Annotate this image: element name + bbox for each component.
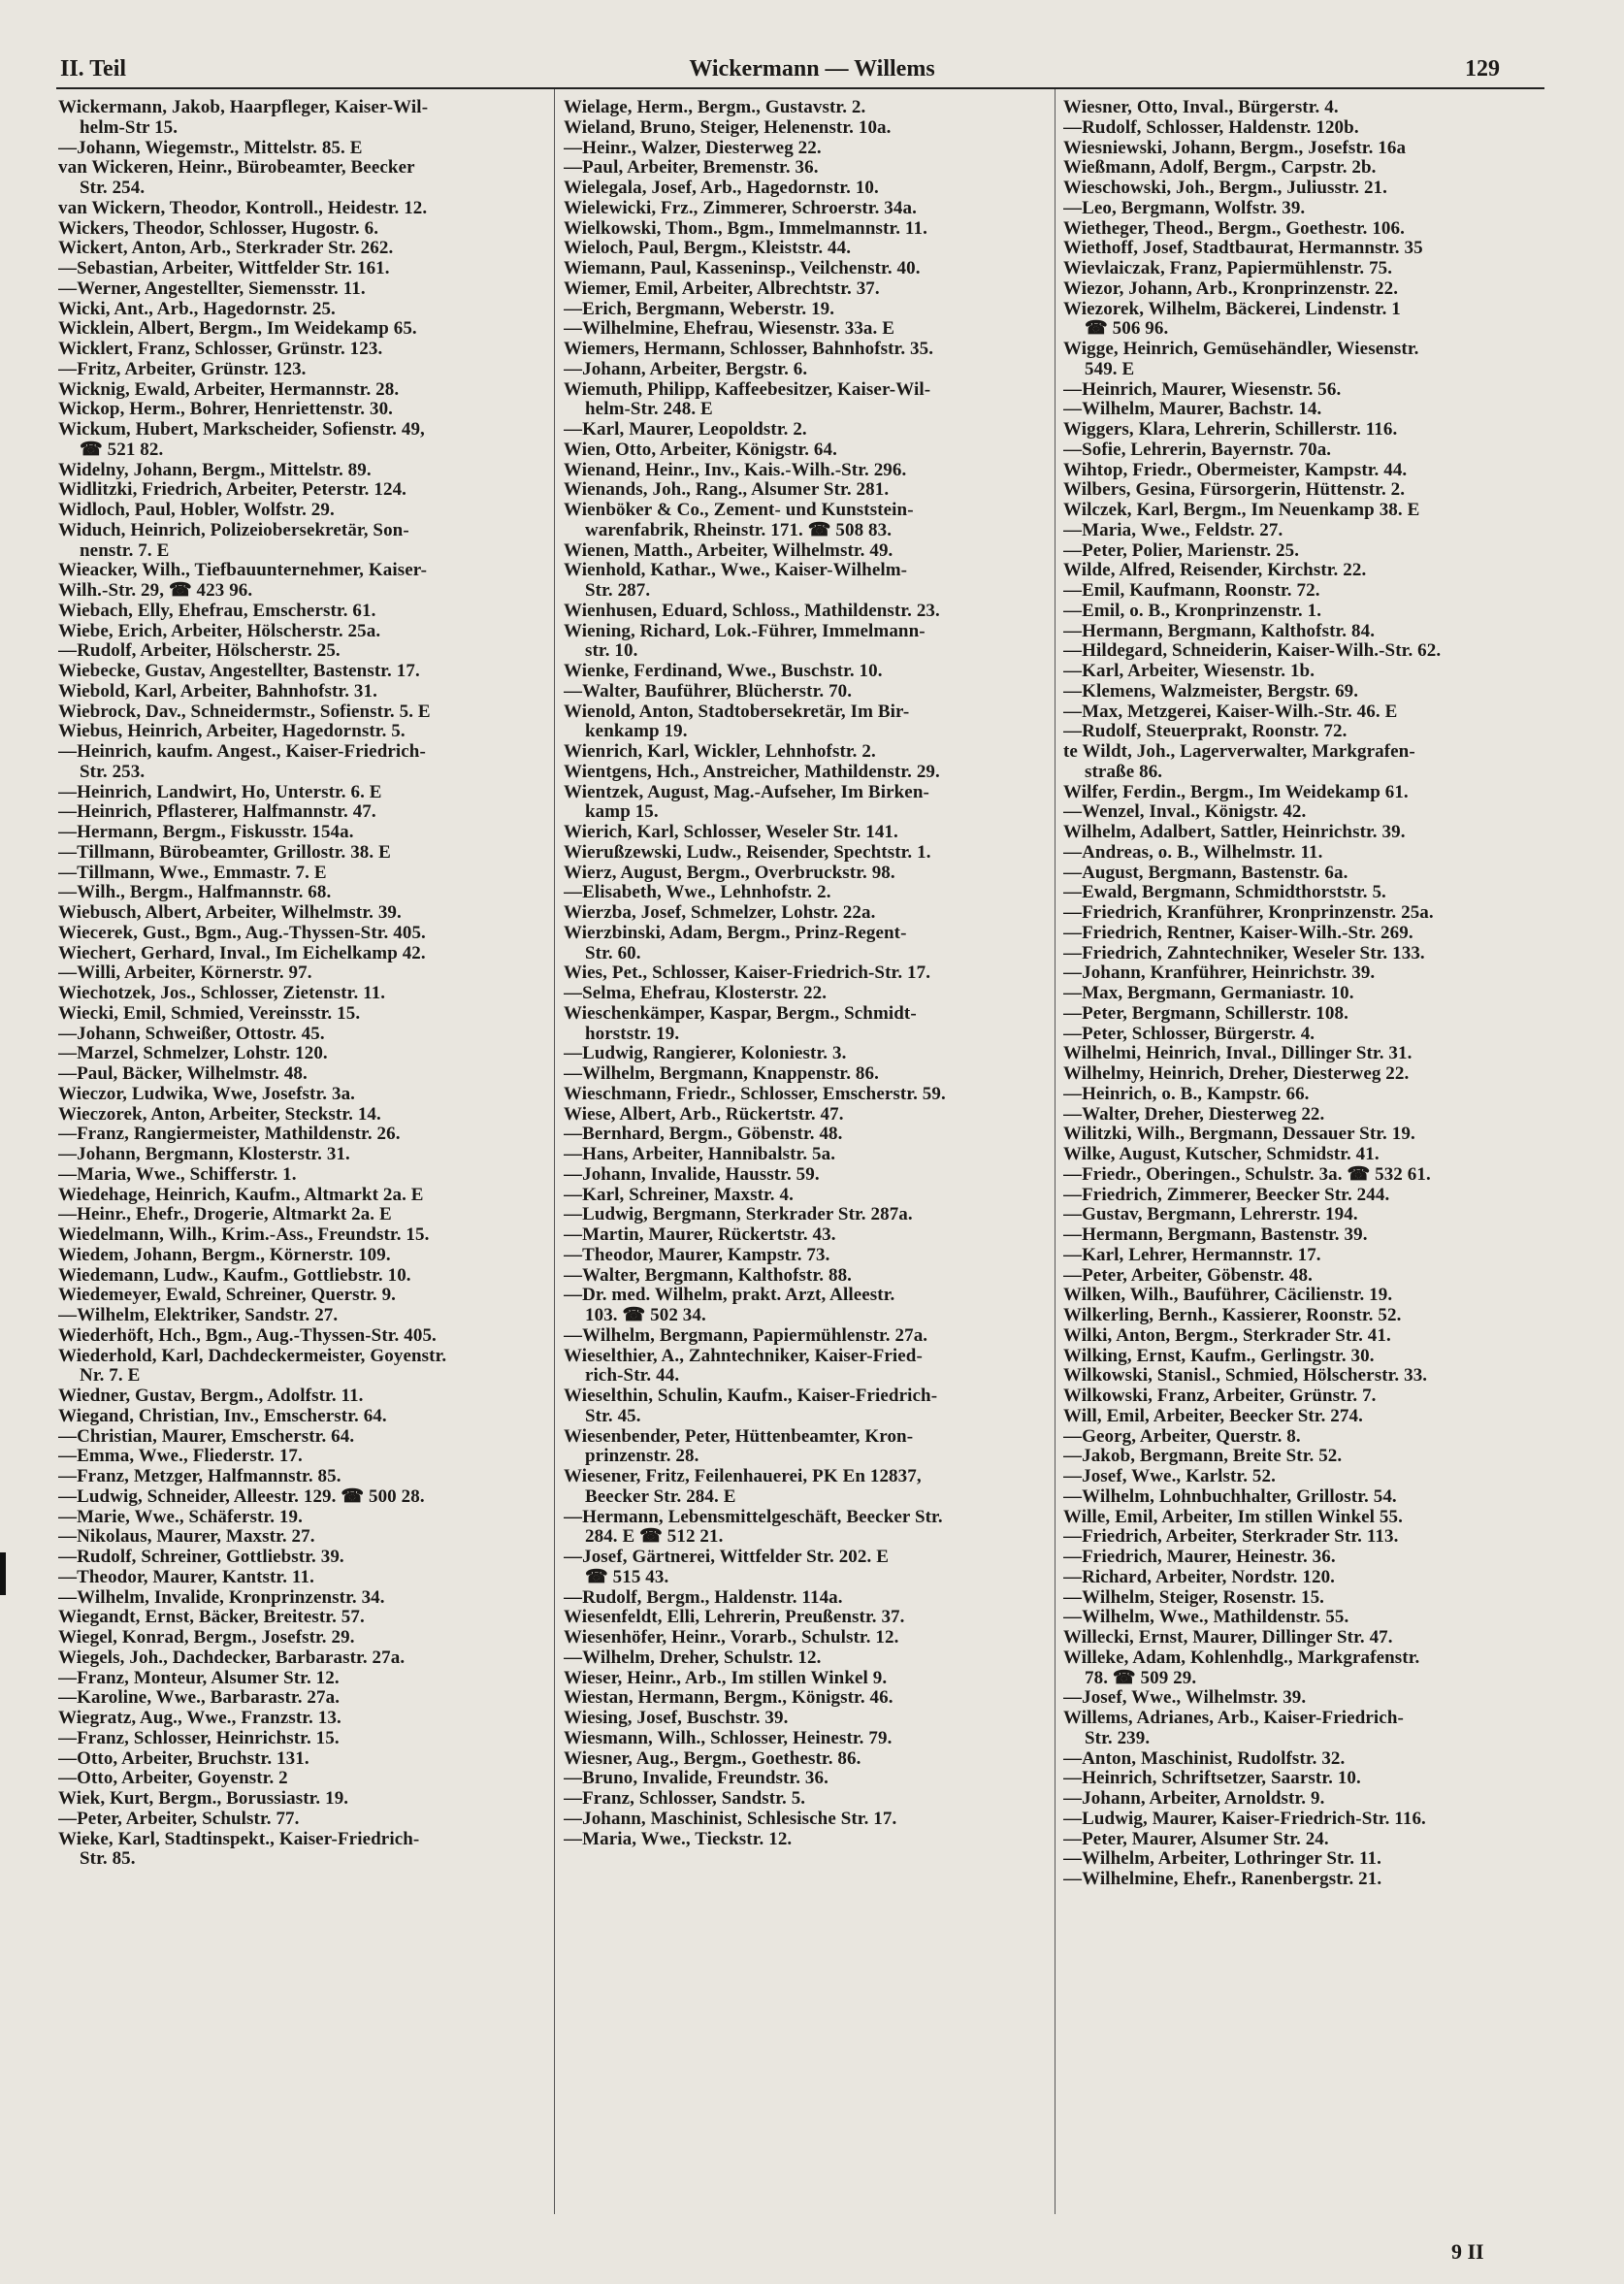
directory-entry: Wiedem, Johann, Bergm., Körnerstr. 109.	[58, 1245, 391, 1265]
directory-entry: Wierußzewski, Ludw., Reisender, Spechtstr. 1.	[564, 842, 931, 863]
directory-entry: Wienhusen, Eduard, Schloss., Mathildenstr. 23.	[564, 601, 940, 621]
directory-entry: —Martin, Maurer, Rückertstr. 43.	[564, 1225, 836, 1245]
directory-entry: —Peter, Polier, Marienstr. 25.	[1063, 540, 1300, 561]
directory-entry: —Hans, Arbeiter, Hannibalstr. 5a.	[564, 1145, 836, 1164]
directory-entry: Wiegratz, Aug., Wwe., Franzstr. 13.	[58, 1709, 341, 1728]
directory-entry: Wiesner, Otto, Inval., Bürgerstr. 4.	[1063, 98, 1339, 117]
directory-entry: —Ludwig, Schneider, Alleestr. 129. ☎ 500 28.	[58, 1486, 425, 1507]
directory-entry: Wieser, Heinr., Arb., Im stillen Winkel 9.	[564, 1668, 888, 1688]
directory-entry-continuation: helm-Str. 248. E	[585, 400, 713, 420]
directory-entry: —Richard, Arbeiter, Nordstr. 120.	[1063, 1567, 1336, 1587]
directory-entry: —Franz, Schlosser, Sandstr. 5.	[564, 1789, 806, 1809]
directory-entry: Wiedemeyer, Ewald, Schreiner, Querstr. 9.	[58, 1286, 397, 1306]
directory-entry: —Leo, Bergmann, Wolfstr. 39.	[1063, 198, 1306, 218]
directory-entry: —Max, Bergmann, Germaniastr. 10.	[1063, 984, 1354, 1003]
directory-entry: Wicklein, Albert, Bergm., Im Weidekamp 65.	[58, 319, 417, 340]
directory-entry: Wiedehage, Heinrich, Kaufm., Altmarkt 2a. E	[58, 1185, 424, 1205]
directory-entry: —Wilh., Bergm., Halfmannstr. 68.	[58, 883, 332, 903]
directory-entry: Wiggers, Klara, Lehrerin, Schillerstr. 116.	[1063, 420, 1398, 440]
directory-entry: —Heinrich, Schriftsetzer, Saarstr. 10.	[1063, 1769, 1361, 1789]
directory-entry: Wies, Pet., Schlosser, Kaiser-Friedrich-Str. 17.	[564, 963, 931, 984]
directory-entry: Wiebach, Elly, Ehefrau, Emscherstr. 61.	[58, 601, 376, 621]
directory-entry: —Friedrich, Kranführer, Kronprinzenstr. 25a.	[1063, 903, 1434, 923]
directory-entry: Wielage, Herm., Bergm., Gustavstr. 2.	[564, 98, 866, 117]
directory-entry: —Johann, Arbeiter, Arnoldstr. 9.	[1063, 1789, 1325, 1809]
directory-entry: Wiebe, Erich, Arbeiter, Hölscherstr. 25a.	[58, 621, 381, 641]
directory-entry: —Hermann, Bergmann, Kalthofstr. 84.	[1063, 621, 1376, 641]
page-number: 129	[1465, 56, 1500, 82]
directory-entry: Wieland, Bruno, Steiger, Helenenstr. 10a.	[564, 117, 892, 138]
directory-entry: Wiebold, Karl, Arbeiter, Bahnhofstr. 31.	[58, 681, 377, 702]
directory-entry: —Rudolf, Schreiner, Gottliebstr. 39.	[58, 1548, 344, 1567]
directory-entry: Wierzba, Josef, Schmelzer, Lohstr. 22a.	[564, 903, 876, 923]
directory-entry: Wickers, Theodor, Schlosser, Hugostr. 6.	[58, 218, 379, 239]
directory-entry-continuation: 549. E	[1085, 359, 1135, 379]
directory-entry-continuation: Str. 254.	[80, 179, 146, 198]
directory-entry: Wiesmann, Wilh., Schlosser, Heinestr. 79.	[564, 1728, 893, 1748]
directory-entry: —Josef, Gärtnerei, Wittfelder Str. 202. E	[564, 1548, 889, 1567]
directory-entry: —Heinr., Ehefr., Drogerie, Altmarkt 2a. E	[58, 1205, 392, 1225]
directory-entry: Wienrich, Karl, Wickler, Lehnhofstr. 2.	[564, 742, 876, 762]
directory-entry: —Heinrich, o. B., Kampstr. 66.	[1063, 1084, 1310, 1104]
signature-mark: 9 II	[1451, 2239, 1484, 2264]
directory-entry: Will, Emil, Arbeiter, Beecker Str. 274.	[1063, 1406, 1363, 1426]
directory-entry: Wiesniewski, Johann, Bergm., Josefstr. 16a	[1063, 138, 1407, 158]
directory-entry: Wilh.-Str. 29, ☎ 423 96.	[58, 581, 253, 601]
directory-entry: —Andreas, o. B., Wilhelmstr. 11.	[1063, 842, 1323, 863]
directory-entry: Wienhold, Kathar., Wwe., Kaiser-Wilhelm-	[564, 561, 908, 581]
directory-entry: —Wilhelm, Dreher, Schulstr. 12.	[564, 1648, 822, 1668]
directory-entry: —Karl, Maurer, Leopoldstr. 2.	[564, 420, 807, 440]
directory-entry: Wieschmann, Friedr., Schlosser, Emscherstr. 59.	[564, 1084, 946, 1104]
directory-entry: —Hildegard, Schneiderin, Kaiser-Wilh.-Str. 62.	[1063, 641, 1442, 662]
directory-entry: Wieselthier, A., Zahntechniker, Kaiser-Fried-	[564, 1346, 923, 1366]
header-rule	[56, 87, 1544, 89]
directory-entry: Wiesenbender, Peter, Hüttenbeamter, Kron-	[564, 1426, 914, 1447]
directory-entry: Wiethoff, Josef, Stadtbaurat, Hermannstr. 35	[1063, 239, 1423, 259]
directory-entry: —Georg, Arbeiter, Querstr. 8.	[1063, 1426, 1301, 1447]
directory-entry: Wielkowski, Thom., Bgm., Immelmannstr. 11.	[564, 218, 927, 239]
scan-edge-mark	[0, 1552, 6, 1595]
directory-entry: —Peter, Bergmann, Schillerstr. 108.	[1063, 1003, 1348, 1024]
directory-entry-continuation: str. 10.	[585, 641, 638, 662]
directory-entry: Wieselthin, Schulin, Kaufm., Kaiser-Friedrich-	[564, 1387, 938, 1406]
directory-entry: Wigge, Heinrich, Gemüsehändler, Wiesenstr.	[1063, 340, 1419, 359]
directory-entry: —Wilhelm, Bergmann, Papiermühlenstr. 27a.	[564, 1325, 928, 1346]
directory-entry: Wiegels, Joh., Dachdecker, Barbarastr. 27a.	[58, 1648, 406, 1668]
directory-entry: Wickum, Hubert, Markscheider, Sofienstr. 49,	[58, 420, 425, 440]
directory-entry: —Heinrich, Landwirt, Ho, Unterstr. 6. E	[58, 782, 382, 802]
directory-entry: —Rudolf, Steuerprakt, Roonstr. 72.	[1063, 722, 1348, 742]
directory-entry: —Wilhelm, Steiger, Rosenstr. 15.	[1063, 1587, 1325, 1608]
directory-entry: Wilczek, Karl, Bergm., Im Neuenkamp 38. E	[1063, 501, 1420, 520]
directory-entry: Wienand, Heinr., Inv., Kais.-Wilh.-Str. 296.	[564, 460, 907, 480]
directory-entry-continuation: 284. E ☎ 512 21.	[585, 1527, 724, 1548]
directory-entry: Wieacker, Wilh., Tiefbauunternehmer, Kaiser-	[58, 561, 428, 581]
directory-entry: —Wilhelmine, Ehefr., Ranenbergstr. 21.	[1063, 1870, 1382, 1889]
directory-entry: —Marzel, Schmelzer, Lohstr. 120.	[58, 1044, 328, 1064]
directory-entry: Wihtop, Friedr., Obermeister, Kampstr. 44.	[1063, 460, 1408, 480]
directory-entry: Wieczorek, Anton, Arbeiter, Steckstr. 14.	[58, 1104, 381, 1125]
directory-entry: Wieloch, Paul, Bergm., Kleiststr. 44.	[564, 239, 852, 259]
directory-entry-continuation: Beecker Str. 284. E	[585, 1486, 736, 1507]
directory-entry: Wickop, Herm., Bohrer, Henriettenstr. 30.	[58, 400, 394, 420]
directory-entry: Wickert, Anton, Arb., Sterkrader Str. 262.	[58, 239, 394, 259]
directory-entry: Wieke, Karl, Stadtinspekt., Kaiser-Friedrich-	[58, 1829, 420, 1849]
directory-entry: Wilhelmy, Heinrich, Dreher, Diesterweg 22.	[1063, 1064, 1410, 1084]
directory-entry: —Maria, Wwe., Feldstr. 27.	[1063, 520, 1283, 540]
directory-entry: —Johann, Wiegemstr., Mittelstr. 85. E	[58, 138, 363, 158]
directory-entry: Wiederhold, Karl, Dachdeckermeister, Goyenstr.	[58, 1346, 447, 1366]
directory-entry-continuation: Str. 239.	[1085, 1728, 1151, 1748]
directory-entry: —August, Bergmann, Bastenstr. 6a.	[1063, 863, 1348, 883]
directory-entry: —Karl, Arbeiter, Wiesenstr. 1b.	[1063, 662, 1315, 681]
directory-entry: —Wilhelm, Arbeiter, Lothringer Str. 11.	[1063, 1849, 1381, 1870]
directory-entry: Wießmann, Adolf, Bergm., Carpstr. 2b.	[1063, 158, 1377, 179]
directory-entry: —Dr. med. Wilhelm, prakt. Arzt, Alleestr.	[564, 1286, 895, 1306]
directory-entry: —Wilhelm, Wwe., Mathildenstr. 55.	[1063, 1608, 1349, 1628]
directory-entry: Willeke, Adam, Kohlenhdlg., Markgrafenstr.	[1063, 1648, 1420, 1668]
directory-entry-continuation: Str. 287.	[585, 581, 651, 601]
directory-entry: —Theodor, Maurer, Kantstr. 11.	[58, 1567, 314, 1587]
directory-entry: Wilke, August, Kutscher, Schmidstr. 41.	[1063, 1145, 1380, 1164]
directory-entry: —Erich, Bergmann, Weberstr. 19.	[564, 299, 835, 319]
directory-entry: —Klemens, Walzmeister, Bergstr. 69.	[1063, 681, 1359, 702]
directory-entry: —Werner, Angestellter, Siemensstr. 11.	[58, 278, 366, 299]
directory-entry: Wicki, Ant., Arb., Hagedornstr. 25.	[58, 299, 336, 319]
directory-entry: Wilbers, Gesina, Fürsorgerin, Hüttenstr. 2.	[1063, 480, 1406, 501]
directory-entry: Wiederhöft, Hch., Bgm., Aug.-Thyssen-Str. 405.	[58, 1325, 437, 1346]
directory-entry: Wille, Emil, Arbeiter, Im stillen Winkel 55.	[1063, 1507, 1403, 1527]
directory-entry: Wiedelmann, Wilh., Krim.-Ass., Freundstr. 15.	[58, 1225, 430, 1245]
directory-entry: Wiebusch, Albert, Arbeiter, Wilhelmstr. 39.	[58, 903, 402, 923]
column-divider	[1055, 89, 1056, 2214]
directory-entry: Wicknig, Ewald, Arbeiter, Hermannstr. 28.	[58, 379, 400, 400]
directory-entry: Wiesner, Aug., Bergm., Goethestr. 86.	[564, 1748, 861, 1769]
directory-entry: —Friedrich, Maurer, Heinestr. 36.	[1063, 1548, 1336, 1567]
directory-entry: Wieczor, Ludwika, Wwe, Josefstr. 3a.	[58, 1084, 356, 1104]
directory-entry: Willecki, Ernst, Maurer, Dillinger Str. 47.	[1063, 1628, 1393, 1648]
directory-entry: Wiegandt, Ernst, Bäcker, Breitestr. 57.	[58, 1608, 365, 1628]
page-title: Wickermann — Willems	[689, 56, 935, 82]
directory-entry: —Emil, o. B., Kronprinzenstr. 1.	[1063, 601, 1322, 621]
directory-entry-continuation: helm-Str 15.	[80, 117, 179, 138]
directory-entry: —Maria, Wwe., Schifferstr. 1.	[58, 1164, 297, 1185]
directory-entry-continuation: Str. 45.	[585, 1406, 641, 1426]
directory-entry: —Emil, Kaufmann, Roonstr. 72.	[1063, 581, 1320, 601]
directory-entry-continuation: kenkamp 19.	[585, 722, 688, 742]
directory-entry: —Hermann, Lebensmittelgeschäft, Beecker Str.	[564, 1507, 943, 1527]
directory-entry: Wiemer, Emil, Arbeiter, Albrechtstr. 37.	[564, 278, 880, 299]
directory-entry: —Karoline, Wwe., Barbarastr. 27a.	[58, 1688, 341, 1709]
directory-entry-continuation: warenfabrik, Rheinstr. 171. ☎ 508 83.	[585, 520, 893, 540]
directory-entry: —Johann, Bergmann, Klosterstr. 31.	[58, 1145, 350, 1164]
directory-entry: Wicklert, Franz, Schlosser, Grünstr. 123.	[58, 340, 383, 359]
directory-entry-continuation: nenstr. 7. E	[80, 540, 170, 561]
directory-entry: —Wilhelm, Bergmann, Knappenstr. 86.	[564, 1064, 879, 1084]
directory-entry: Wienold, Anton, Stadtobersekretär, Im Bir-	[564, 702, 910, 722]
directory-entry: —Wilhelm, Maurer, Bachstr. 14.	[1063, 400, 1322, 420]
directory-entry: Widuch, Heinrich, Polizeiobersekretär, Son-	[58, 520, 409, 540]
directory-entry: Widelny, Johann, Bergm., Mittelstr. 89.	[58, 460, 372, 480]
directory-entry: Wienböker & Co., Zement- und Kunststein-	[564, 501, 914, 520]
directory-entry: te Wildt, Joh., Lagerverwalter, Markgrafen-	[1063, 742, 1415, 762]
directory-entry: —Ludwig, Bergmann, Sterkrader Str. 287a.	[564, 1205, 913, 1225]
directory-entry: Wiechert, Gerhard, Inval., Im Eichelkamp 42.	[58, 943, 426, 963]
directory-entry: —Wilhelmine, Ehefrau, Wiesenstr. 33a. E	[564, 319, 895, 340]
directory-entry: Wiebecke, Gustav, Angestellter, Bastenstr. 17.	[58, 662, 420, 681]
directory-entry: —Walter, Dreher, Diesterweg 22.	[1063, 1104, 1325, 1125]
directory-entry: Widlitzki, Friedrich, Arbeiter, Peterstr. 124.	[58, 480, 407, 501]
directory-entry: Wickermann, Jakob, Haarpfleger, Kaiser-Wil-	[58, 98, 429, 117]
directory-entry: Widloch, Paul, Hobler, Wolfstr. 29.	[58, 501, 335, 520]
directory-entry: —Friedrich, Arbeiter, Sterkrader Str. 113.	[1063, 1527, 1399, 1548]
directory-entry: —Hermann, Bergm., Fiskusstr. 154a.	[58, 823, 354, 842]
directory-entry: —Maria, Wwe., Tieckstr. 12.	[564, 1829, 793, 1849]
directory-entry-continuation: Str. 60.	[585, 943, 641, 963]
directory-entry: Wiesing, Josef, Buschstr. 39.	[564, 1709, 789, 1728]
directory-entry: Wiedemann, Ludw., Kaufm., Gottliebstr. 10.	[58, 1265, 411, 1286]
directory-entry: —Johann, Arbeiter, Bergstr. 6.	[564, 359, 808, 379]
directory-entry: Wien, Otto, Arbeiter, Königstr. 64.	[564, 440, 837, 460]
directory-entry-continuation: ☎ 515 43.	[585, 1567, 669, 1587]
directory-entry: —Karl, Lehrer, Hermannstr. 17.	[1063, 1245, 1321, 1265]
directory-entry: —Franz, Monteur, Alsumer Str. 12.	[58, 1668, 340, 1688]
directory-entry: Wiecki, Emil, Schmied, Vereinsstr. 15.	[58, 1003, 361, 1024]
directory-entry: —Wilhelm, Invalide, Kronprinzenstr. 34.	[58, 1587, 385, 1608]
directory-entry: Wiening, Richard, Lok.-Führer, Immelmann-	[564, 621, 926, 641]
directory-entry: —Peter, Schlosser, Bürgerstr. 4.	[1063, 1024, 1315, 1044]
directory-entry: —Peter, Maurer, Alsumer Str. 24.	[1063, 1829, 1329, 1849]
directory-entry: Wientzek, August, Mag.-Aufseher, Im Birken-	[564, 782, 929, 802]
directory-entry: Wierz, August, Bergm., Overbruckstr. 98.	[564, 863, 895, 883]
directory-entry: Wilhelmi, Heinrich, Inval., Dillinger Str. 31.	[1063, 1044, 1413, 1064]
directory-entry: Wiemuth, Philipp, Kaffeebesitzer, Kaiser-Wil-	[564, 379, 931, 400]
directory-entry: Wiezor, Johann, Arb., Kronprinzenstr. 22.	[1063, 278, 1399, 299]
directory-entry: Wielegala, Josef, Arb., Hagedornstr. 10.	[564, 179, 879, 198]
directory-entry-continuation: Str. 85.	[80, 1849, 136, 1870]
directory-entry: Wilken, Wilh., Bauführer, Cäcilienstr. 19.	[1063, 1286, 1393, 1306]
directory-entry: —Elisabeth, Wwe., Lehnhofstr. 2.	[564, 883, 831, 903]
directory-entry: —Fritz, Arbeiter, Grünstr. 123.	[58, 359, 307, 379]
directory-entry: Wietheger, Theod., Bergm., Goethestr. 106.	[1063, 218, 1405, 239]
directory-entry-continuation: Str. 253.	[80, 762, 146, 782]
directory-entry: —Wilhelm, Elektriker, Sandstr. 27.	[58, 1306, 339, 1325]
part-label: II. Teil	[60, 56, 127, 82]
directory-entry: Wilkowski, Stanisl., Schmied, Hölscherstr. 33.	[1063, 1366, 1428, 1387]
directory-entry: —Johann, Maschinist, Schlesische Str. 17.	[564, 1809, 897, 1829]
directory-entry: Wiechotzek, Jos., Schlosser, Zietenstr. 11.	[58, 984, 386, 1003]
directory-entry-continuation: horststr. 19.	[585, 1024, 680, 1044]
directory-entry: Wieschenkämper, Kaspar, Bergm., Schmidt-	[564, 1003, 917, 1024]
directory-entry-continuation: straße 86.	[1085, 762, 1163, 782]
directory-entry: —Marie, Wwe., Schäferstr. 19.	[58, 1507, 303, 1527]
directory-entry: Wierzbinski, Adam, Bergm., Prinz-Regent-	[564, 923, 907, 943]
directory-entry-continuation: kamp 15.	[585, 802, 659, 823]
directory-entry: —Heinrich, Pflasterer, Halfmannstr. 47.	[58, 802, 376, 823]
directory-entry: —Walter, Bergmann, Kalthofstr. 88.	[564, 1265, 853, 1286]
directory-entry: Wiegand, Christian, Inv., Emscherstr. 64.	[58, 1406, 387, 1426]
directory-entry: —Heinrich, kaufm. Angest., Kaiser-Friedrich-	[58, 742, 426, 762]
directory-entry: —Johann, Invalide, Hausstr. 59.	[564, 1164, 820, 1185]
directory-entry-continuation: Nr. 7. E	[80, 1366, 141, 1387]
directory-entry: Wienke, Ferdinand, Wwe., Buschstr. 10.	[564, 662, 883, 681]
directory-entry-continuation: ☎ 521 82.	[80, 440, 164, 460]
directory-entry: —Jakob, Bergmann, Breite Str. 52.	[1063, 1447, 1343, 1467]
directory-entry-continuation: 78. ☎ 509 29.	[1085, 1668, 1197, 1688]
directory-entry-continuation: prinzenstr. 28.	[585, 1447, 699, 1467]
directory-entry: —Franz, Metzger, Halfmannstr. 85.	[58, 1467, 341, 1486]
directory-entry: —Friedrich, Rentner, Kaiser-Wilh.-Str. 269.	[1063, 923, 1413, 943]
directory-entry: —Heinr., Walzer, Diesterweg 22.	[564, 138, 822, 158]
directory-entry: —Josef, Wwe., Wilhelmstr. 39.	[1063, 1688, 1307, 1709]
directory-entry: Willems, Adrianes, Arb., Kaiser-Friedrich-	[1063, 1709, 1404, 1728]
directory-entry: —Otto, Arbeiter, Bruchstr. 131.	[58, 1748, 309, 1769]
directory-entry: —Tillmann, Bürobeamter, Grillostr. 38. E	[58, 842, 391, 863]
directory-entry: —Ludwig, Maurer, Kaiser-Friedrich-Str. 116.	[1063, 1809, 1426, 1829]
directory-entry: —Willi, Arbeiter, Körnerstr. 97.	[58, 963, 312, 984]
directory-entry: —Bruno, Invalide, Freundstr. 36.	[564, 1769, 828, 1789]
directory-entry: Wilfer, Ferdin., Bergm., Im Weidekamp 61.	[1063, 782, 1409, 802]
directory-entry: —Anton, Maschinist, Rudolfstr. 32.	[1063, 1748, 1346, 1769]
directory-entry: —Paul, Bäcker, Wilhelmstr. 48.	[58, 1064, 308, 1084]
directory-entry: —Rudolf, Bergm., Haldenstr. 114a.	[564, 1587, 843, 1608]
directory-entry: —Johann, Kranführer, Heinrichstr. 39.	[1063, 963, 1376, 984]
directory-entry: —Nikolaus, Maurer, Maxstr. 27.	[58, 1527, 315, 1548]
directory-entry: —Ewald, Bergmann, Schmidthorststr. 5.	[1063, 883, 1386, 903]
directory-column-1	[58, 98, 548, 1870]
directory-entry: —Franz, Schlosser, Heinrichstr. 15.	[58, 1728, 340, 1748]
directory-entry: —Theodor, Maurer, Kampstr. 73.	[564, 1245, 830, 1265]
directory-entry: —Josef, Wwe., Karlstr. 52.	[1063, 1467, 1276, 1486]
directory-entry: —Sofie, Lehrerin, Bayernstr. 70a.	[1063, 440, 1332, 460]
directory-entry: —Sebastian, Arbeiter, Wittfelder Str. 161.	[58, 259, 390, 278]
directory-entry: Wievlaiczak, Franz, Papiermühlenstr. 75.	[1063, 259, 1393, 278]
directory-entry: —Max, Metzgerei, Kaiser-Wilh.-Str. 46. E	[1063, 702, 1398, 722]
directory-entry: van Wickern, Theodor, Kontroll., Heidestr. 12.	[58, 198, 428, 218]
directory-entry: Wiesener, Fritz, Feilenhauerei, PK En 12837,	[564, 1467, 922, 1486]
directory-entry: —Peter, Arbeiter, Göbenstr. 48.	[1063, 1265, 1313, 1286]
directory-entry: Wienen, Matth., Arbeiter, Wilhelmstr. 49.	[564, 540, 893, 561]
directory-entry: —Peter, Arbeiter, Schulstr. 77.	[58, 1809, 300, 1829]
directory-entry: —Rudolf, Arbeiter, Hölscherstr. 25.	[58, 641, 341, 662]
directory-entry: Wilkerling, Bernh., Kassierer, Roonstr. 52.	[1063, 1306, 1402, 1325]
directory-entry: Wilde, Alfred, Reisender, Kirchstr. 22.	[1063, 561, 1367, 581]
directory-entry: Wiesenfeldt, Elli, Lehrerin, Preußenstr. 37.	[564, 1608, 905, 1628]
directory-entry: —Selma, Ehefrau, Klosterstr. 22.	[564, 984, 828, 1003]
directory-entry: Wiese, Albert, Arb., Rückertstr. 47.	[564, 1104, 844, 1125]
directory-entry: —Otto, Arbeiter, Goyenstr. 2	[58, 1769, 288, 1789]
directory-entry: Wiezorek, Wilhelm, Bäckerei, Lindenstr. 1	[1063, 299, 1401, 319]
directory-entry: Wienands, Joh., Rang., Alsumer Str. 281.	[564, 480, 890, 501]
directory-entry: —Karl, Schreiner, Maxstr. 4.	[564, 1185, 794, 1205]
directory-entry: Wiecerek, Gust., Bgm., Aug.-Thyssen-Str. 405.	[58, 923, 426, 943]
directory-entry: —Emma, Wwe., Fliederstr. 17.	[58, 1447, 303, 1467]
directory-entry: Wilking, Ernst, Kaufm., Gerlingstr. 30.	[1063, 1346, 1375, 1366]
directory-entry: Wielewicki, Frz., Zimmerer, Schroerstr. 34a.	[564, 198, 917, 218]
directory-entry: —Tillmann, Wwe., Emmastr. 7. E	[58, 863, 327, 883]
directory-entry: —Bernhard, Bergm., Göbenstr. 48.	[564, 1125, 843, 1145]
directory-entry: Wiegel, Konrad, Bergm., Josefstr. 29.	[58, 1628, 355, 1648]
directory-entry-continuation: rich-Str. 44.	[585, 1366, 680, 1387]
directory-entry: Wiestan, Hermann, Bergm., Königstr. 46.	[564, 1688, 893, 1709]
directory-entry: Wieschowski, Joh., Bergm., Juliusstr. 21.	[1063, 179, 1388, 198]
directory-entry-continuation: 103. ☎ 502 34.	[585, 1306, 706, 1325]
directory-entry: —Wilhelm, Lohnbuchhalter, Grillostr. 54.	[1063, 1486, 1397, 1507]
directory-entry: Wilkowski, Franz, Arbeiter, Grünstr. 7.	[1063, 1387, 1377, 1406]
directory-entry: Wiemers, Hermann, Schlosser, Bahnhofstr. 35.	[564, 340, 934, 359]
directory-entry: —Hermann, Bergmann, Bastenstr. 39.	[1063, 1225, 1368, 1245]
directory-entry: Wilki, Anton, Bergm., Sterkrader Str. 41.	[1063, 1325, 1391, 1346]
directory-entry: Wilhelm, Adalbert, Sattler, Heinrichstr. 39.	[1063, 823, 1406, 842]
directory-entry: —Johann, Schweißer, Ottostr. 45.	[58, 1024, 325, 1044]
column-divider	[554, 89, 555, 2214]
directory-entry: Wiedner, Gustav, Bergm., Adolfstr. 11.	[58, 1387, 364, 1406]
directory-entry: Wientgens, Hch., Anstreicher, Mathildenstr. 29.	[564, 762, 940, 782]
directory-entry: —Paul, Arbeiter, Bremenstr. 36.	[564, 158, 819, 179]
directory-column-2	[564, 98, 1054, 1849]
directory-entry: —Friedrich, Zimmerer, Beecker Str. 244.	[1063, 1185, 1390, 1205]
directory-entry: —Christian, Maurer, Emscherstr. 64.	[58, 1426, 355, 1447]
directory-entry: —Ludwig, Rangierer, Koloniestr. 3.	[564, 1044, 847, 1064]
directory-entry: —Franz, Rangiermeister, Mathildenstr. 26.	[58, 1125, 401, 1145]
directory-entry: —Friedrich, Zahntechniker, Weseler Str. 133.	[1063, 943, 1425, 963]
directory-entry: Wilitzki, Wilh., Bergmann, Dessauer Str. 19.	[1063, 1125, 1415, 1145]
directory-entry: van Wickeren, Heinr., Bürobeamter, Beecker	[58, 158, 415, 179]
directory-entry: Wiek, Kurt, Bergm., Borussiastr. 19.	[58, 1789, 349, 1809]
directory-entry-continuation: ☎ 506 96.	[1085, 319, 1169, 340]
directory-entry: —Wenzel, Inval., Königstr. 42.	[1063, 802, 1307, 823]
directory-entry: Wiebrock, Dav., Schneidermstr., Sofienstr. 5. E	[58, 702, 431, 722]
directory-entry: —Rudolf, Schlosser, Haldenstr. 120b.	[1063, 117, 1359, 138]
directory-entry: —Friedr., Oberingen., Schulstr. 3a. ☎ 532 61.	[1063, 1164, 1431, 1185]
directory-column-3	[1063, 98, 1553, 1890]
directory-entry: —Gustav, Bergmann, Lehrerstr. 194.	[1063, 1205, 1358, 1225]
directory-entry: Wiemann, Paul, Kasseninsp., Veilchenstr. 40.	[564, 259, 921, 278]
directory-entry: Wierich, Karl, Schlosser, Weseler Str. 141.	[564, 823, 898, 842]
directory-entry: —Heinrich, Maurer, Wiesenstr. 56.	[1063, 379, 1342, 400]
directory-entry: Wiebus, Heinrich, Arbeiter, Hagedornstr. 5.	[58, 722, 406, 742]
directory-entry: —Walter, Bauführer, Blücherstr. 70.	[564, 681, 853, 702]
directory-entry: Wiesenhöfer, Heinr., Vorarb., Schulstr. 12.	[564, 1628, 899, 1648]
